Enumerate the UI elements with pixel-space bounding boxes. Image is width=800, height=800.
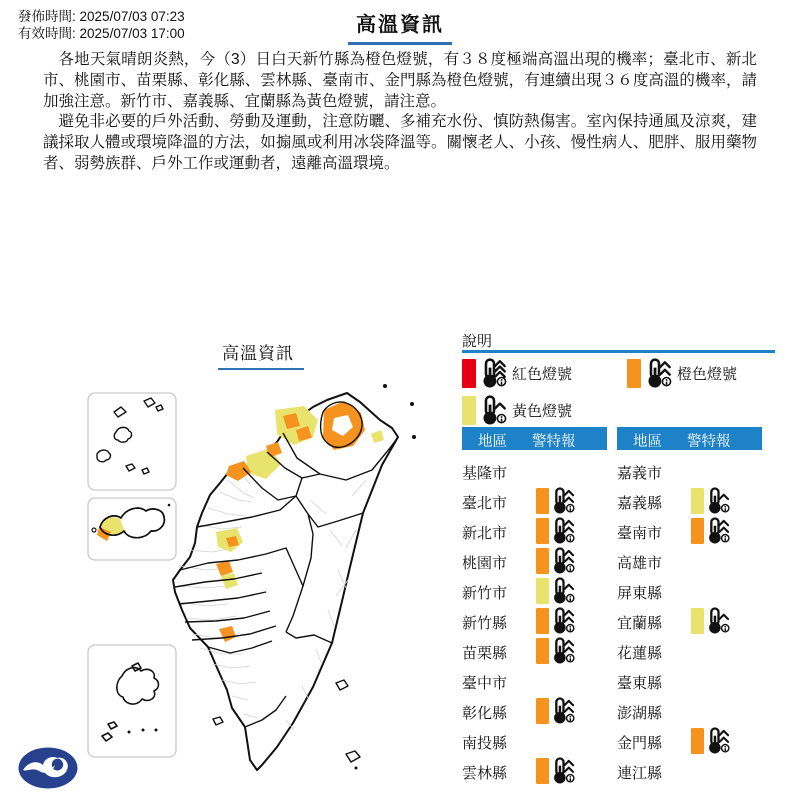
table-body [462, 455, 607, 785]
thermometer-icon [707, 487, 730, 514]
thermometer-icon [707, 727, 730, 754]
legend-item [627, 357, 777, 389]
taiwan-main-island [173, 384, 416, 770]
region-label: 雲林縣 [462, 765, 508, 782]
valid-time: 有效時間: 2025/07/03 17:00 [18, 26, 185, 41]
map-title: 高溫資訊 [218, 339, 304, 370]
warning-swatch [691, 608, 704, 634]
warning-swatch [536, 608, 549, 634]
warning-swatch [691, 488, 704, 514]
warning-cell [536, 547, 575, 574]
region-column-header: 地區 [633, 434, 662, 450]
region-label: 新竹市 [462, 585, 508, 602]
warning-table-left [462, 427, 607, 785]
legend-item [462, 394, 627, 426]
warning-cell [536, 577, 575, 604]
warning-cell [536, 757, 575, 784]
table-row [462, 665, 607, 695]
warning-swatch [536, 638, 549, 664]
bulletin-text [43, 50, 757, 175]
region-label: 臺北市 [462, 495, 508, 512]
table-row [462, 635, 607, 665]
thermometer-icon [481, 395, 507, 425]
warning-column-header: 警特報 [532, 434, 576, 450]
kinmen-inset [88, 498, 176, 560]
region-label: 臺中市 [462, 675, 508, 692]
thermometer-icon [552, 757, 575, 784]
table-row [462, 455, 607, 485]
table-row [617, 635, 762, 665]
thermometer-icon [707, 607, 730, 634]
table-row [617, 695, 762, 725]
warning-swatch [691, 728, 704, 754]
warning-swatch [536, 518, 549, 544]
thermometer-icon [552, 637, 575, 664]
page-title: 高溫資訊 [348, 8, 452, 45]
table-row [617, 455, 762, 485]
table-body [617, 455, 762, 785]
thermometer-icon [552, 697, 575, 724]
table-row [462, 695, 607, 725]
table-row [617, 485, 762, 515]
warning-cell [691, 727, 730, 754]
region-label: 基隆市 [462, 465, 508, 482]
legend [462, 357, 778, 426]
warning-cell [536, 637, 575, 664]
thermometer-icon [552, 487, 575, 514]
table-header [462, 427, 607, 450]
table-row [617, 545, 762, 575]
table-row [462, 515, 607, 545]
timestamps [18, 8, 185, 42]
region-label: 花蓮縣 [617, 645, 663, 662]
region-label: 屏東縣 [617, 585, 663, 602]
thermometer-icon [552, 577, 575, 604]
warning-cell [691, 517, 730, 544]
legend-label: 黃色燈號 [512, 402, 573, 420]
legend-label: 紅色燈號 [512, 365, 573, 383]
thermometer-icon [552, 607, 575, 634]
table-row [617, 515, 762, 545]
region-label: 澎湖縣 [617, 705, 663, 722]
region-label: 嘉義市 [617, 465, 663, 482]
table-row [617, 575, 762, 605]
region-label: 金門縣 [617, 735, 663, 752]
region-label: 新竹縣 [462, 615, 508, 632]
bulletin-paragraph: 避免非必要的戶外活動、勞動及運動，注意防曬、多補充水份、慎防熱傷害。室內保持通風及涼爽，建議採取人體或環境降溫的方法，如搧風或利用冰袋降溫等。關懷老人、小孩、慢性病人、肥胖、服用藥物者、弱勢族群、戶外工作或運動者，遠離高溫環境。 [43, 113, 757, 172]
table-row [462, 725, 607, 755]
region-label: 宜蘭縣 [617, 615, 663, 632]
warning-cell [536, 607, 575, 634]
region-label: 高雄市 [617, 555, 663, 572]
region-label: 新北市 [462, 525, 508, 542]
region-label: 苗栗縣 [462, 645, 508, 662]
table-row [462, 605, 607, 635]
legend-item [462, 357, 627, 389]
warning-swatch [536, 488, 549, 514]
cwa-logo [18, 747, 78, 789]
warning-cell [691, 607, 730, 634]
warning-swatch [462, 396, 476, 425]
region-label: 連江縣 [617, 765, 663, 782]
legend-divider [462, 350, 775, 353]
region-label: 嘉義縣 [617, 495, 663, 512]
penghu-inset [88, 645, 176, 757]
legend-heading: 說明 [462, 333, 493, 350]
thermometer-icon [552, 517, 575, 544]
table-row [462, 485, 607, 515]
thermometer-icon [707, 517, 730, 544]
warning-swatch [691, 518, 704, 544]
thermometer-icon [552, 547, 575, 574]
warning-column-header: 警特報 [687, 434, 731, 450]
table-row [617, 755, 762, 785]
table-row [617, 725, 762, 755]
warning-cell [691, 487, 730, 514]
table-row [462, 545, 607, 575]
warning-swatch [536, 548, 549, 574]
warning-swatch [462, 359, 476, 388]
region-label: 桃園市 [462, 555, 508, 572]
issued-time: 發佈時間: 2025/07/03 07:23 [18, 9, 185, 24]
table-row [617, 605, 762, 635]
region-label: 臺南市 [617, 525, 663, 542]
legend-label: 橙色燈號 [677, 365, 738, 383]
warning-swatch [627, 359, 641, 388]
warning-table-right [617, 427, 762, 785]
region-label: 南投縣 [462, 735, 508, 752]
warning-cell [536, 487, 575, 514]
warning-cell [536, 517, 575, 544]
table-row [462, 575, 607, 605]
warning-swatch [536, 758, 549, 784]
bulletin-paragraph: 各地天氣晴朗炎熱，今（3）日白天新竹縣為橙色燈號，有３８度極端高溫出現的機率；臺北市、新北市、桃園市、苗栗縣、彰化縣、雲林縣、臺南市、金門縣為橙色燈號，有連續出現３６度高溫的機率，請加強注意。新竹市、嘉義縣、宜蘭縣為黃色燈號，請注意。 [43, 51, 757, 110]
matsu-inset [88, 393, 176, 490]
warning-cell [536, 697, 575, 724]
warning-swatch [536, 578, 549, 604]
table-header [617, 427, 762, 450]
table-row [462, 755, 607, 785]
warning-swatch [536, 698, 549, 724]
region-label: 臺東縣 [617, 675, 663, 692]
region-label: 彰化縣 [462, 705, 508, 722]
taiwan-map [80, 380, 450, 800]
thermometer-icon [481, 358, 507, 388]
thermometer-icon [646, 358, 672, 388]
table-row [617, 665, 762, 695]
region-column-header: 地區 [478, 434, 507, 450]
